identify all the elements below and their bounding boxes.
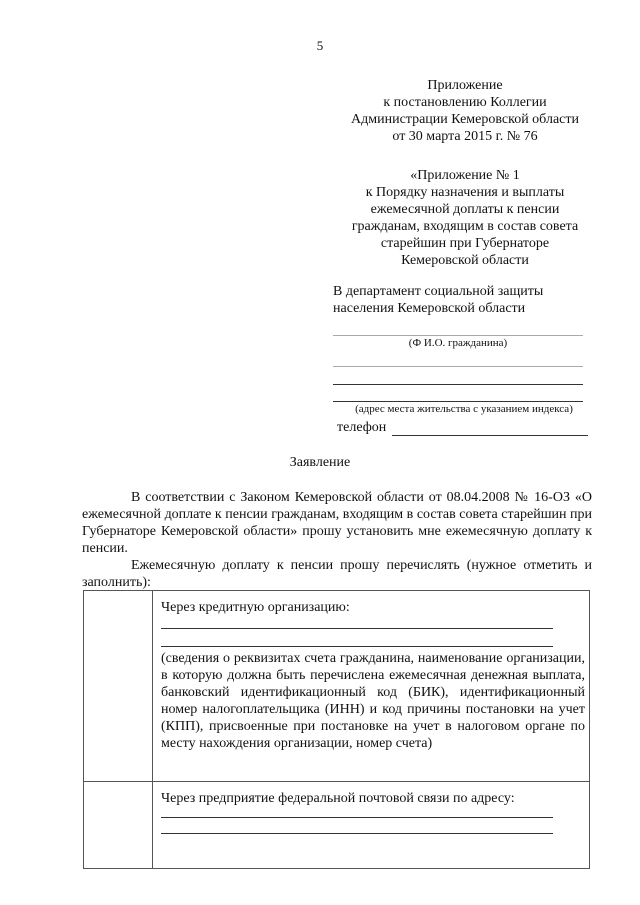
credit-field-line[interactable] (161, 646, 553, 647)
fio-field-line[interactable] (333, 335, 583, 336)
table-row (84, 782, 590, 869)
post-field-line[interactable] (161, 833, 553, 834)
post-field-line[interactable] (161, 817, 553, 818)
approval-line: к постановлению Коллегии (383, 95, 547, 110)
appendix-block (330, 167, 600, 269)
address-field-line[interactable] (333, 401, 583, 402)
approval-block (330, 77, 600, 145)
page-number: 5 (316, 38, 324, 53)
phone-row (337, 420, 588, 436)
recipient-line: В департамент социальной защиты (333, 284, 544, 299)
credit-mark-cell[interactable] (84, 591, 153, 782)
approval-line: Приложение (427, 78, 503, 93)
credit-details-cell (153, 591, 590, 782)
body-paragraph: В соответствии с Законом Кемеровской области от 08.04.2008 № 16-ОЗ «О ежемесячной доплате к пенсии гражданам, входящим в состав совета старейшин при Губернаторе Кемеровской области» прошу установить мне ежемесячную доплату к пенсии. (82, 490, 592, 556)
appendix-line: гражданам, входящим в состав совета (351, 219, 579, 234)
phone-label: телефон (337, 420, 387, 435)
appendix-line: ежемесячной доплаты к пенсии (370, 202, 560, 217)
post-mark-cell[interactable] (84, 782, 153, 869)
fio-caption: (Ф И.О. гражданина) (408, 337, 508, 349)
table-row (84, 591, 590, 782)
appendix-line: Кемеровской области (401, 253, 529, 268)
document-title: Заявление (289, 455, 351, 470)
recipient-line: населения Кемеровской области (333, 301, 526, 316)
address-field-line[interactable] (333, 384, 583, 385)
phone-field-line[interactable] (392, 422, 588, 436)
credit-option-label: Через кредитную организацию: (161, 600, 350, 615)
post-option-label: Через предприятие федеральной почтовой связи по адресу: (161, 791, 515, 806)
appendix-line: старейшин при Губернаторе (380, 236, 550, 251)
approval-line: от 30 марта 2015 г. № 76 (392, 129, 538, 144)
recipient-block (333, 283, 593, 317)
post-details-cell (153, 782, 590, 869)
appendix-line: «Приложение № 1 (410, 168, 520, 183)
credit-note: (сведения о реквизитах счета гражданина, наименование организации, в которую должна быть перечислена ежемесячная денежная выплата, банковский идентификационный код (БИК), идентификационный номер налогоплательщика (ИНН) и код причины постановки на учет (КПП), присвоенные при постановке на учет в налоговом органе по месту нахождения организации, номер счета) (161, 651, 585, 751)
payment-options-table (83, 590, 590, 869)
approval-line: Администрации Кемеровской области (351, 112, 579, 127)
appendix-line: к Порядку назначения и выплаты (365, 185, 565, 200)
credit-field-line[interactable] (161, 628, 553, 629)
address-field-line[interactable] (333, 366, 583, 367)
address-caption: (адрес места жительства с указанием индекса) (355, 403, 573, 415)
body-paragraph: Ежемесячную доплату к пенсии прошу перечислять (нужное отметить и заполнить): (82, 558, 592, 590)
